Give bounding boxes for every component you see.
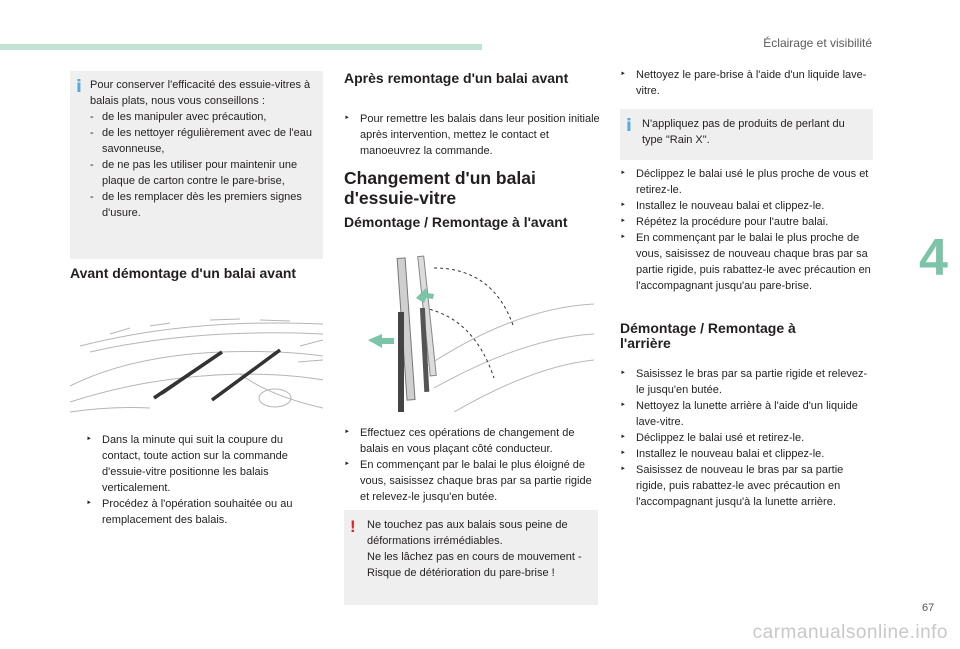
step-item: ‣ Procédez à l'opération souhaitée ou au remplacement des balais. [86, 496, 322, 528]
warning-icon: ! [350, 517, 356, 536]
heading-after-refit: Après remontage d'un balai avant [344, 70, 569, 86]
heading-front-removal: Démontage / Remontage à l'avant [344, 214, 568, 230]
warning-box [344, 510, 598, 605]
step-item: ‣ Dans la minute qui suit la coupure du contact, toute action sur la commande d'essuie-vitre positionne les balais verticalement. [86, 432, 322, 496]
step-item: ‣ Saisissez le bras par sa partie rigide et relevez-le jusqu'en butée. [620, 366, 874, 398]
step-item: ‣ En commençant par le balai le plus éloigné de vous, saisissez chaque bras par sa partie rigide et relevez-le jusqu'en butée. [344, 457, 602, 505]
step-clean-windscreen [620, 67, 874, 99]
warning-text: Ne les lâchez pas en cours de mouvement - Risque de détérioration du pare-brise ! [367, 551, 582, 579]
warning-text: Ne touchez pas aux balais sous peine de déformations irrémédiables. [367, 519, 568, 547]
header-bar [0, 44, 482, 50]
step-item: ‣ Déclippez le balai usé et retirez-le. [620, 430, 874, 446]
windscreen-wipers-illustration [70, 316, 323, 416]
step-item: ‣ Nettoyez la lunette arrière à l'aide d'un liquide lave-vitre. [620, 398, 874, 430]
steps-before-removal [86, 432, 322, 528]
tip-list [90, 109, 315, 221]
step-item: ‣ Répétez la procédure pour l'autre balai. [620, 214, 874, 230]
step-after-refit [344, 111, 602, 159]
page-number: 67 [922, 602, 935, 614]
step-item: ‣ Nettoyez le pare-brise à l'aide d'un liquide lave-vitre. [620, 67, 874, 99]
tip-item: - de ne pas les utiliser pour maintenir une plaque de carton contre le pare-brise, [90, 157, 315, 189]
tip-item: - de les remplacer dès les premiers signes d'usure. [90, 189, 315, 221]
info-text: N'appliquez pas de produits de perlant du type "Rain X". [642, 118, 845, 146]
step-item: ‣ Pour remettre les balais dans leur position initiale après intervention, mettez le contact et manoeuvrez la commande. [344, 111, 602, 159]
tip-item: - de les manipuler avec précaution, [90, 109, 315, 125]
step-item: ‣ Effectuez ces opérations de changement de balais en vous plaçant côté conducteur. [344, 425, 602, 457]
info-box [620, 109, 873, 160]
section-title: Éclairage et visibilité [763, 36, 872, 50]
step-item: ‣ Saisissez de nouveau le bras par sa partie rigide, puis rabattez-le avec précaution en l'accompagnant jusqu'à la lunette arrière. [620, 462, 874, 510]
title-change-blade: Changement d'un balai d'essuie-vitre [344, 168, 536, 208]
info-icon: i [76, 77, 82, 97]
heading-before-removal: Avant démontage d'un balai avant [70, 265, 297, 281]
step-item: ‣ Installez le nouveau balai et clippez-le. [620, 446, 874, 462]
steps-front-refit [620, 166, 874, 294]
heading-rear-removal: Démontage / Remontage à l'arrière [620, 320, 796, 351]
tip-box [70, 71, 323, 259]
chapter-number: 4 [919, 229, 948, 287]
tip-intro: Pour conserver l'efficacité des essuie-vitres à balais plats, nous vous conseillons : [90, 79, 311, 107]
watermark: carmanualsonline.info [752, 622, 948, 643]
step-item: ‣ En commençant par le balai le plus proche de vous, saisissez de nouveau chaque bras par sa partie rigide, puis rabattez-le avec précaution en l'accompagnant jusqu'au pare-brise. [620, 230, 874, 294]
steps-front-removal [344, 425, 602, 505]
info-icon: i [626, 116, 632, 136]
steps-rear [620, 366, 874, 510]
wiper-lift-illustration [364, 248, 594, 412]
step-item: ‣ Installez le nouveau balai et clippez-le. [620, 198, 874, 214]
tip-item: - de les nettoyer régulièrement avec de l'eau savonneuse, [90, 125, 315, 157]
step-item: ‣ Déclippez le balai usé le plus proche de vous et retirez-le. [620, 166, 874, 198]
